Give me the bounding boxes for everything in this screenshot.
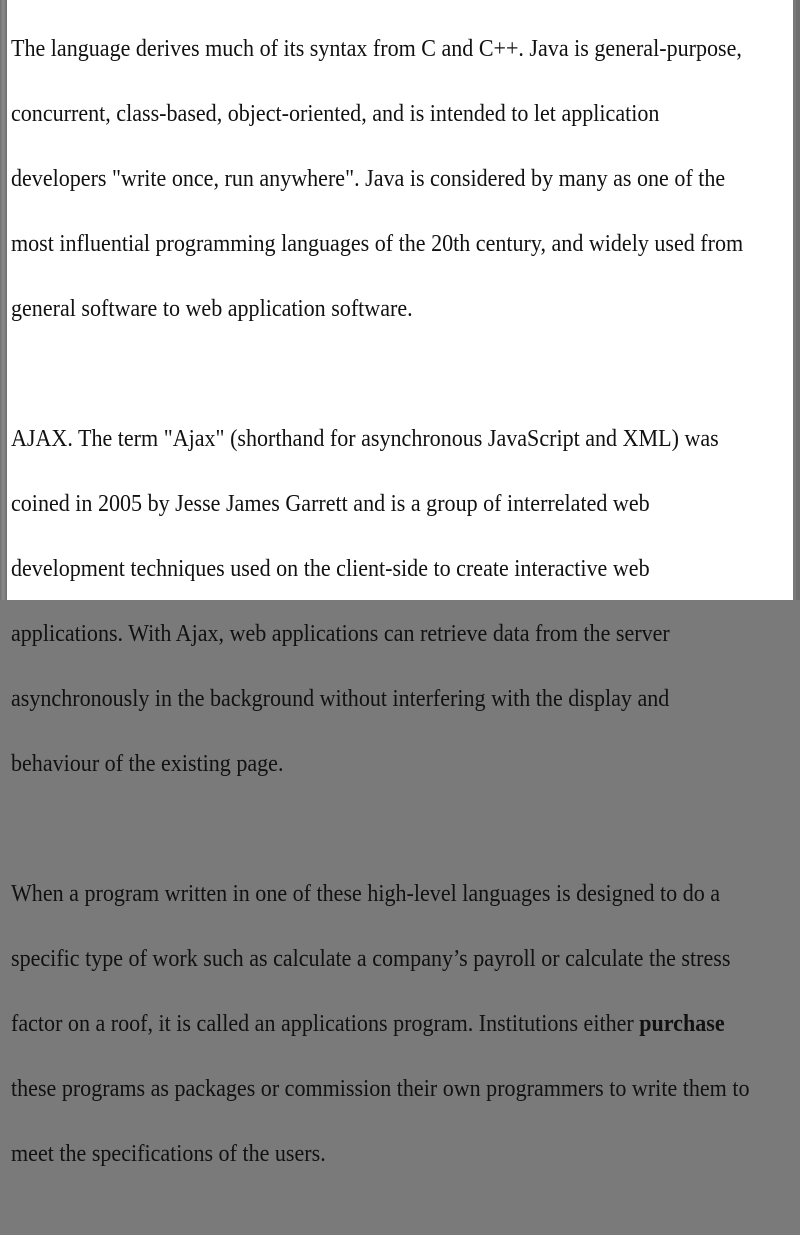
text-line: concurrent, class-based, object-oriented, and is intended to let application	[11, 99, 660, 127]
text-line: these programs as packages or commission their own programmers to write them to	[11, 1074, 750, 1102]
text-fragment: factor on a roof, it is called an applications program. Institutions either	[11, 1009, 640, 1037]
text-line: applications. With Ajax, web applications can retrieve data from the server	[11, 619, 670, 647]
text-line: behaviour of the existing page.	[11, 749, 284, 777]
bold-word-purchase: purchase	[639, 1009, 725, 1037]
text-line: specific type of work such as calculate a company’s payroll or calculate the stress	[11, 944, 731, 972]
paragraph-ajax	[11, 390, 790, 813]
document-text	[11, 0, 790, 1235]
text-line: coined in 2005 by Jesse James Garrett and is a group of interrelated web	[11, 489, 650, 517]
document-page	[7, 0, 793, 1167]
text-line: asynchronously in the background without interfering with the display and	[11, 684, 670, 712]
paragraph-applications	[11, 845, 790, 1203]
text-line: most influential programming languages of the 20th century, and widely used from	[11, 229, 744, 257]
text-line-with-bold	[11, 1008, 790, 1041]
text-line: The language derives much of its syntax from C and C++. Java is general-purpose,	[11, 34, 742, 62]
text-line: developers "write once, run anywhere". Java is considered by many as one of the	[11, 164, 726, 192]
paragraph-java	[11, 0, 790, 358]
text-line: When a program written in one of these high-level languages is designed to do a	[11, 879, 721, 907]
text-line: general software to web application software.	[11, 294, 413, 322]
text-line: meet the specifications of the users.	[11, 1139, 326, 1167]
text-line: AJAX. The term "Ajax" (shorthand for asynchronous JavaScript and XML) was	[11, 424, 719, 452]
text-line: development techniques used on the client-side to create interactive web	[11, 554, 650, 582]
